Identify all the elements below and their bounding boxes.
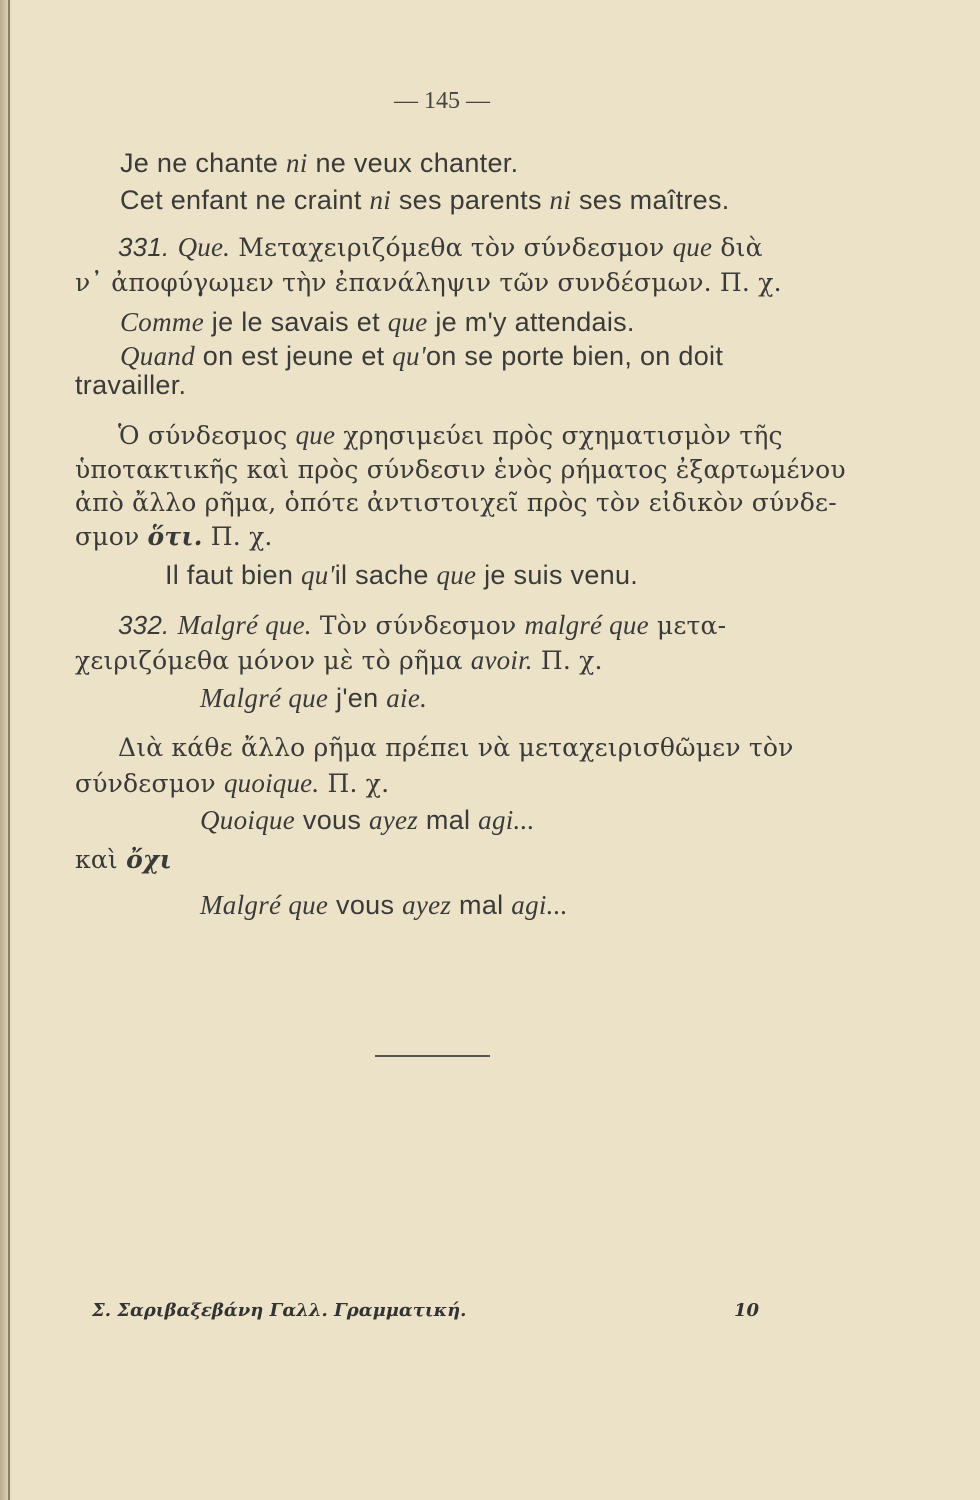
footer-signature: Σ. Σαριβαξεβάνη Γαλλ. Γραμματική. <box>92 1300 467 1321</box>
text-line-7: travailler. <box>75 370 187 400</box>
text-line-2: Cet enfant ne craint ni ses parents ni ses maîtres. <box>120 185 730 215</box>
text-line-5: Comme je le savais et que je m'y attendais. <box>120 307 635 337</box>
text-line-10: ἀπὸ ἄλλο ρῆμα, ὁπότε ἀντιστοιχεῖ πρὸς τὸν εἰδικὸν σύνδε- <box>75 488 837 517</box>
page-number: — 145 — <box>394 88 490 114</box>
text-line-6: Quand on est jeune et qu'on se porte bien, on doit <box>120 341 724 371</box>
text-line-1: Je ne chante ni ne veux chanter. <box>120 148 519 178</box>
text-line-11: σμον ὅτι. Π. χ. <box>75 522 273 551</box>
text-line-4: ν᾽ ἀποφύγωμεν τὴν ἐπανάληψιν τῶν συνδέσμων. Π. χ. <box>75 268 782 297</box>
text-line-16: Διὰ κάθε ἄλλο ρῆμα πρέπει νὰ μεταχειρισθῶμεν τὸν <box>118 733 794 762</box>
text-line-12: Il faut bien qu'il sache que je suis venu. <box>165 560 639 590</box>
text-line-14: χειριζόμεθα μόνον μὲ τὸ ρῆμα avoir. Π. χ. <box>75 645 603 675</box>
footer-sheet-number: 10 <box>734 1300 760 1321</box>
text-line-17: σύνδεσμον quoique. Π. χ. <box>75 768 390 798</box>
page-binding-edge <box>0 0 12 1500</box>
text-line-20: Malgré que vous ayez mal agi... <box>200 890 568 920</box>
text-line-19: καὶ ὄχι <box>75 845 172 874</box>
section-331-heading: 331. Que. Μεταχειριζόμεθα τὸν σύνδεσμον que διὰ <box>118 232 763 262</box>
text-line-15: Malgré que j'en aie. <box>200 683 428 713</box>
text-line-18: Quoique vous ayez mal agi... <box>200 805 535 835</box>
section-end-rule <box>375 1055 490 1057</box>
text-line-9: ὑποτακτικῆς καὶ πρὸς σύνδεσιν ἑνὸς ρήματος ἐξαρτωμένου <box>75 455 846 484</box>
text-line-8: Ὁ σύνδεσμος que χρησιμεύει πρὸς σχηματισμὸν τῆς <box>118 420 783 450</box>
section-332-heading: 332. Malgré que. Τὸν σύνδεσμον malgré que μετα- <box>118 610 727 640</box>
